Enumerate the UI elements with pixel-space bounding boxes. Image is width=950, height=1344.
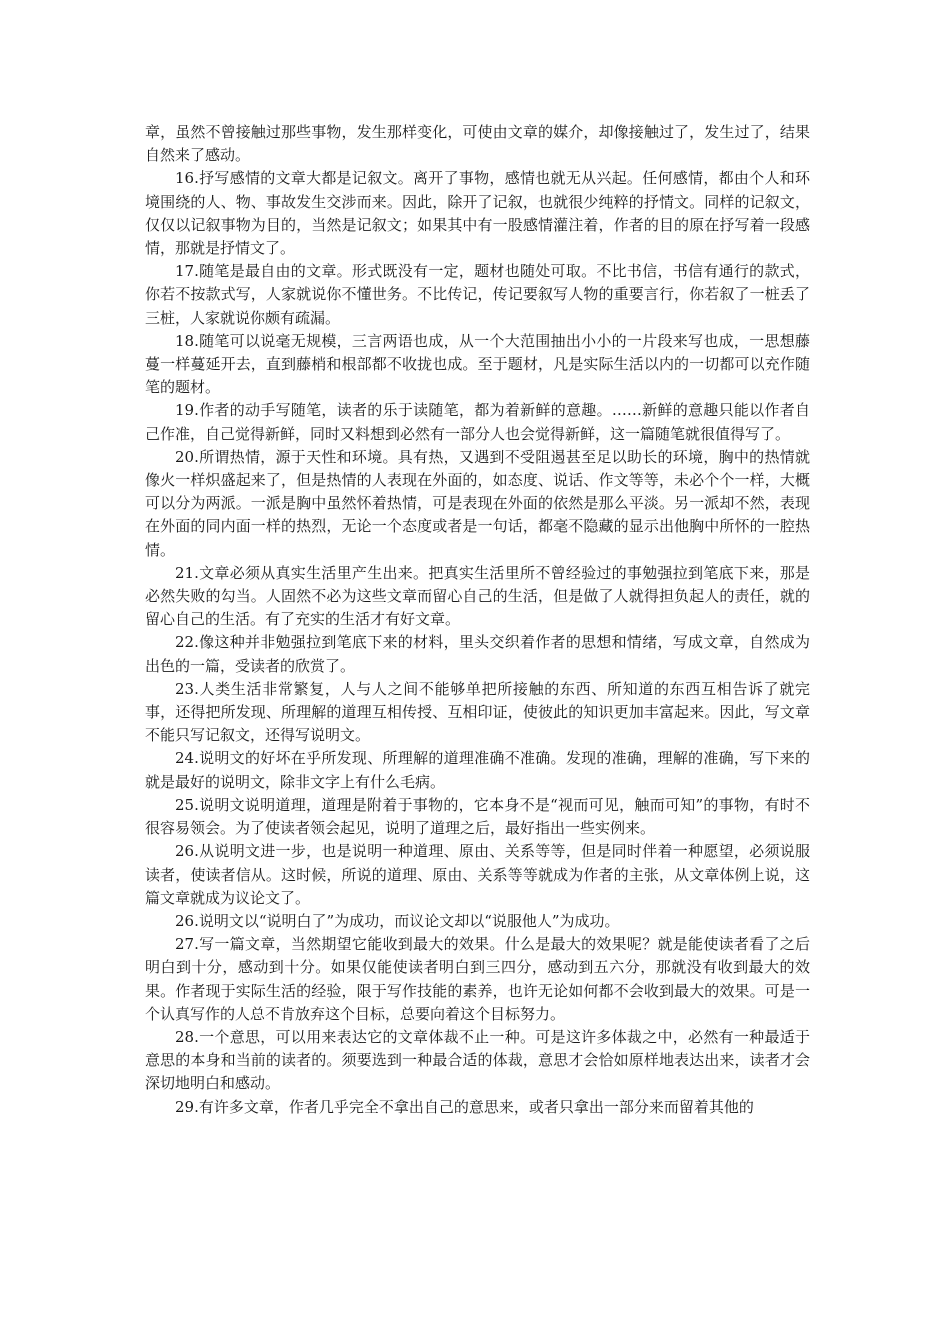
paragraph-20: 20.所谓热情，源于天性和环境。具有热，又遇到不受阻遏甚至足以助长的环境，胸中的热情就像火一样炽盛起来了，但是热情的人表现在外面的，如态度、说话、作文等等，未必个个一样，大概可以分为两派。一派是胸中虽然怀着热情，可是表现在外面的依然是那么平淡。另一派却不然，表现在外面的同内面一样的热烈，无论一个态度或者是一句话，都毫不隐藏的显示出他胸中所怀的一腔热情。 [145,447,810,559]
paragraph-26b: 26.说明文以“说明白了”为成功，而议论文却以“说服他人”为成功。 [175,911,620,930]
paragraph-19: 19.作者的动手写随笔，读者的乐于读随笔，都为着新鲜的意趣。……新鲜的意趣只能以作者自己作准，自己觉得新鲜，同时又料想到必然有一部分人也会觉得新鲜，这一篇随笔就很值得写了。 [145,401,810,443]
paragraph-27: 27.写一篇文章，当然期望它能收到最大的效果。什么是最大的效果呢？就是能使读者看了之后明白到十分，感动到十分。如果仅能使读者明白到三四分，感动到五六分，那就没有收到最大的效果。作者现于实际生活的经验，限于写作技能的素养，也许无论如何都不会收到最大的效果。可是一个认真写作的人总不肯放弃这个目标，总要向着这个目标努力。 [145,935,810,1023]
paragraph-22: 22.像这种并非勉强拉到笔底下来的材料，里头交织着作者的思想和情绪，写成文章，自然成为出色的一篇，受读者的欣赏了。 [145,633,810,675]
paragraph-28: 28.一个意思，可以用来表达它的文章体裁不止一种。可是这许多体裁之中，必然有一种最适于意思的本身和当前的读者的。须要选到一种最合适的体裁，意思才会恰如原样地表达出来，读者才会深切地明白和感动。 [145,1027,810,1093]
document-page [145,121,810,1119]
paragraph-26a: 26.从说明文进一步，也是说明一种道理、原由、关系等等，但是同时伴着一种愿望，必须说服读者，使读者信从。这时候，所说的道理、原由、关系等等就成为作者的主张，从文章体例上说，这篇文章就成为议论文了。 [145,842,810,907]
paragraph-17: 17.随笔是最自由的文章。形式既没有一定，题材也随处可取。不比书信，书信有通行的款式，你若不按款式写，人家就说你不懂世务。不比传记，传记要叙写人物的重要言行，你若叙了一桩丢了三桩，人家就说你颇有疏漏。 [145,262,810,327]
paragraph-24: 24.说明文的好坏在乎所发现、所理解的道理准确不准确。发现的准确，理解的准确，写下来的就是最好的说明文，除非文字上有什么毛病。 [145,749,810,791]
paragraph-23: 23.人类生活非常繁复，人与人之间不能够单把所接触的东西、所知道的东西互相告诉了就完事，还得把所发现、所理解的道理互相传授、互相印证，使彼此的知识更加丰富起来。因此，写文章不能只写记叙文，还得写说明文。 [145,679,810,745]
paragraph-21: 21.文章必须从真实生活里产生出来。把真实生活里所不曾经验过的事勉强拉到笔底下来，那是必然失败的勾当。人固然不必为这些文章而留心自己的生活，但是做了人就得担负起人的责任，就的留心自己的生活。有了充实的生活才有好文章。 [145,563,810,629]
paragraph-29: 29.有许多文章，作者几乎完全不拿出自己的意思来，或者只拿出一部分来而留着其他的 [175,1097,754,1116]
paragraph-18: 18.随笔可以说毫无规模，三言两语也成，从一个大范围抽出小小的一片段来写也成，一思想藤蔓一样蔓延开去，直到藤梢和根部都不收拢也成。至于题材，凡是实际生活以内的一切都可以充作随笔的题材。 [145,331,810,397]
paragraph-continuation: 章，虽然不曾接触过那些事物，发生那样变化，可使由文章的媒介，却像接触过了，发生过了，结果自然来了感动。 [145,123,810,165]
paragraph-25: 25.说明文说明道理，道理是附着于事物的，它本身不是“视而可见，触而可知”的事物，有时不很容易领会。为了使读者领会起见，说明了道理之后，最好指出一些实例来。 [145,795,810,838]
paragraph-16: 16.抒写感情的文章大都是记叙文。离开了事物，感情也就无从兴起。任何感情，都由个人和环境围绕的人、物、事故发生交涉而来。因此，除开了记叙，也就很少纯粹的抒情文。同样的记叙文，仅仅以记叙事物为目的，当然是记叙文；如果其中有一股感情灌注着，作者的目的原在抒写着一段感情，那就是抒情文了。 [145,169,810,258]
